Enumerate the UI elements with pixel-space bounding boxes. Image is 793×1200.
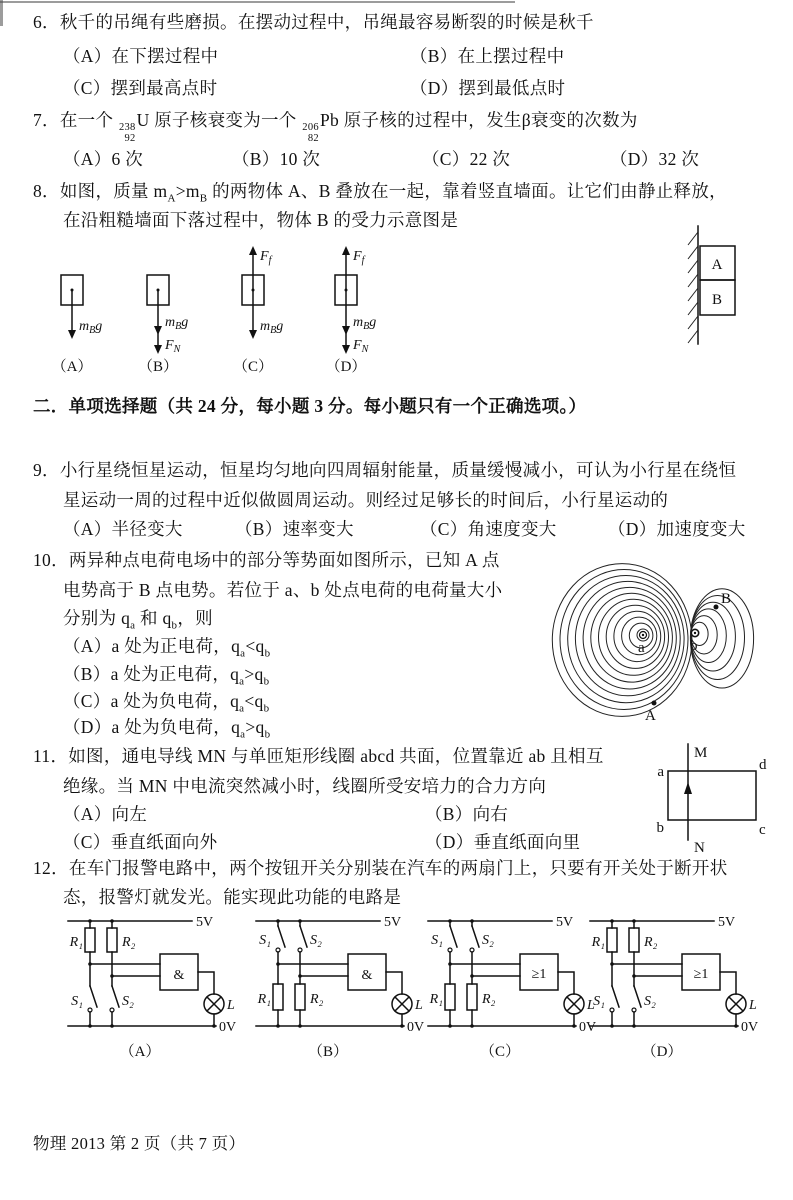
svg-text:≥1: ≥1 [531, 967, 547, 982]
svg-text:（D）: （D） [325, 359, 367, 375]
svg-text:S₁: S₁ [431, 933, 443, 948]
svg-text:（A）: （A） [51, 359, 93, 375]
question-11-option-c: （C）垂直纸面向外 [63, 832, 218, 852]
label-n: N [694, 840, 705, 856]
charge-b-marker [690, 630, 699, 655]
question-11-option-a: （A）向左 [63, 804, 148, 824]
svg-text:（B）: （B） [307, 1044, 349, 1060]
svg-text:（B）: （B） [137, 359, 179, 375]
wall-diagram [672, 218, 762, 358]
svg-text:mBg: $m_Bg$ [165, 315, 189, 332]
svg-text:0V: 0V [741, 1020, 759, 1035]
question-9-stem-line1: 9．小行星绕恒星运动，恒星均匀地向四周辐射能量，质量缓慢减小，可认为小行星在绕恒 [33, 460, 737, 480]
svg-text:b: b [690, 638, 698, 654]
switch-s1 [88, 986, 97, 1026]
equipotential-diagram [545, 548, 793, 748]
svg-text:L: L [749, 998, 757, 1013]
question-10-stem-line3: 分别为 $q_a$ 和 $q_b$，则 [63, 608, 213, 632]
lamp-icon [392, 994, 412, 1014]
question-12-stem-line2: 态，报警灯就发光。能实现此功能的电路是 [63, 887, 402, 907]
question-10-option-a: （A）a 处为正电荷，$q_a<q_b$ [63, 636, 271, 660]
scan-artifact-top [0, 1, 515, 3]
svg-text:B: B [721, 591, 732, 607]
svg-text:R₂: R₂ [482, 992, 496, 1007]
question-10-option-d: （D）a 处为负电荷，$q_a>q_b$ [63, 717, 271, 741]
question-10-stem-line1: 10．两异种点电荷电场中的部分等势面如图所示，已知 A 点 [33, 550, 500, 570]
resistor-r1 [445, 984, 455, 1010]
or-gate [682, 954, 720, 990]
resistor-r1 [273, 984, 283, 1010]
svg-text:R₂: R₂ [122, 935, 136, 950]
force-diagram-a [52, 275, 103, 375]
svg-text:L: L [415, 998, 423, 1013]
label-d: d [759, 757, 767, 773]
svg-text:&: & [173, 968, 185, 983]
svg-text:R₁: R₁ [257, 992, 271, 1007]
equipotential-contours-a [552, 564, 692, 717]
svg-text:R₁: R₁ [69, 935, 83, 950]
question-10-stem-line2: 电势高于 B 点电势。若位于 a、b 处点电荷的电荷量大小 [63, 580, 503, 600]
svg-text:R₁: R₁ [591, 935, 605, 950]
svg-text:S₂: S₂ [644, 994, 656, 1009]
svg-text:S₁: S₁ [71, 994, 83, 1009]
wire-mn [684, 744, 692, 840]
switch-s1 [276, 926, 285, 984]
question-6-option-c: （C）摆到最高点时 [63, 78, 218, 98]
svg-text:&: & [361, 968, 373, 983]
svg-text:FN: $F_N$ [165, 338, 181, 355]
svg-text:（A）: （A） [119, 1044, 161, 1060]
svg-text:R₁: R₁ [429, 992, 443, 1007]
question-6-stem: 6．秋千的吊绳有些磨损。在摆动过程中，吊绳最容易断裂的时候是秋千 [33, 12, 594, 32]
question-11-stem-line1: 11．如图，通电导线 MN 与单匝矩形线圈 abcd 共面，位置靠近 ab 且相互 [33, 746, 604, 766]
svg-text:L: L [227, 998, 235, 1013]
svg-text:mBg: $m_Bg$ [353, 315, 377, 332]
block-b-label: B [711, 292, 723, 308]
svg-text:R₂: R₂ [310, 992, 324, 1007]
force-diagram-c [233, 246, 283, 375]
question-9-option-b: （B）速率变大 [235, 519, 354, 539]
scan-artifact-left [0, 0, 3, 26]
question-7-option-a: （A）6 次 [63, 149, 144, 169]
point-a-marker [645, 701, 657, 725]
circuit-diagram-b [250, 906, 430, 1061]
question-11-option-d: （D）垂直纸面向里 [425, 832, 581, 852]
svg-text:（D）: （D） [641, 1044, 683, 1060]
svg-text:（C）: （C） [479, 1044, 521, 1060]
question-11-stem-line2: 绝缘。当 MN 中电流突然减小时，线圈所受安培力的合力方向 [63, 776, 547, 796]
question-8-stem-line1: 8．如图，质量 $m_A>m_B$ 的两物体 A、B 叠放在一起，靠着竖直墙面。让它们由静止释放， [33, 181, 727, 205]
circuit-diagram-c [422, 906, 602, 1061]
svg-text:5V: 5V [384, 915, 402, 930]
coil-abcd [668, 771, 756, 820]
label-a: a [657, 764, 664, 780]
resistor-r1 [607, 928, 617, 952]
resistor-r1 [85, 928, 95, 952]
switch-s2 [632, 986, 641, 1026]
question-7-option-c: （C）22 次 [422, 149, 511, 169]
svg-text:S₁: S₁ [593, 994, 605, 1009]
coil-diagram [650, 736, 792, 862]
or-gate [520, 954, 558, 990]
svg-text:0V: 0V [579, 1020, 597, 1035]
svg-text:Ff: $F_f$ [260, 249, 272, 266]
and-gate [348, 954, 386, 990]
svg-text:A: A [645, 708, 656, 724]
resistor-r2 [107, 928, 117, 952]
svg-text:mBg: $m_Bg$ [79, 319, 103, 336]
question-6-option-d: （D）摆到最低点时 [410, 78, 566, 98]
resistor-r2 [467, 984, 477, 1010]
force-diagram-b [138, 275, 188, 375]
svg-text:mBg: $m_Bg$ [260, 319, 284, 336]
label-c: c [759, 822, 766, 838]
svg-text:（C）: （C） [232, 359, 274, 375]
question-10-option-c: （C）a 处为负电荷，$q_a<q_b$ [63, 691, 270, 715]
switch-s1 [448, 926, 457, 984]
svg-text:0V: 0V [407, 1020, 425, 1035]
force-diagram-options [30, 230, 430, 378]
question-7-stem: 7．在一个 238 92 U 原子核衰变为一个 206 82 Pb 原子核的过程中，发生β衰变的次数为 [33, 110, 638, 145]
question-6-option-b: （B）在上摆过程中 [410, 46, 565, 66]
question-6-option-a: （A）在下摆过程中 [63, 46, 219, 66]
question-9-option-d: （D）加速度变大 [608, 519, 746, 539]
svg-text:S₂: S₂ [482, 933, 494, 948]
svg-text:FN: $F_N$ [353, 338, 369, 355]
question-10-option-b: （B）a 处为正电荷，$q_a>q_b$ [63, 664, 270, 688]
lamp-icon [726, 994, 746, 1014]
question-9-option-a: （A）半径变大 [63, 519, 183, 539]
question-7-option-b: （B）10 次 [232, 149, 321, 169]
svg-text:0V: 0V [219, 1020, 237, 1035]
svg-text:5V: 5V [556, 915, 574, 930]
svg-text:S₂: S₂ [122, 994, 134, 1009]
label-b: b [656, 820, 664, 836]
wall-hatching [688, 226, 698, 344]
switch-s1 [610, 986, 619, 1026]
svg-text:R₂: R₂ [644, 935, 658, 950]
svg-text:S₂: S₂ [310, 933, 322, 948]
resistor-r2 [629, 928, 639, 952]
section-2-heading: 二．单项选择题（共 24 分，每小题 3 分。每小题只有一个正确选项。） [33, 396, 587, 416]
charge-a-marker [638, 632, 647, 657]
svg-text:L: L [587, 998, 595, 1013]
svg-text:S₁: S₁ [259, 933, 271, 948]
switch-s2 [110, 986, 119, 1026]
lamp-icon [564, 994, 584, 1014]
question-9-option-c: （C）角速度变大 [420, 519, 557, 539]
circuit-diagram-a [62, 906, 242, 1061]
and-gate [160, 954, 198, 990]
question-11-option-b: （B）向右 [425, 804, 509, 824]
svg-text:≥1: ≥1 [693, 967, 709, 982]
question-7-option-d: （D）32 次 [610, 149, 700, 169]
point-b-marker [714, 591, 732, 610]
question-9-stem-line2: 星运动一周的过程中近似做圆周运动。则经过足够长的时间后，小行星运动的 [63, 490, 669, 510]
circuit-diagram-d [584, 906, 764, 1061]
page-footer: 物理 2013 第 2 页（共 7 页） [33, 1134, 246, 1153]
force-diagram-d [326, 246, 377, 375]
label-m: M [694, 745, 708, 761]
svg-text:5V: 5V [718, 915, 736, 930]
question-8-stem-line2: 在沿粗糙墙面下落过程中，物体 B 的受力示意图是 [63, 210, 459, 230]
block-a-label: A [711, 257, 723, 273]
lamp-icon [204, 994, 224, 1014]
question-12-stem-line1: 12．在车门报警电路中，两个按钮开关分别装在汽车的两扇门上，只要有开关处于断开状 [33, 858, 728, 878]
svg-text:5V: 5V [196, 915, 214, 930]
svg-text:Ff: $F_f$ [353, 249, 365, 266]
resistor-r2 [295, 984, 305, 1010]
svg-text:a: a [638, 640, 645, 656]
